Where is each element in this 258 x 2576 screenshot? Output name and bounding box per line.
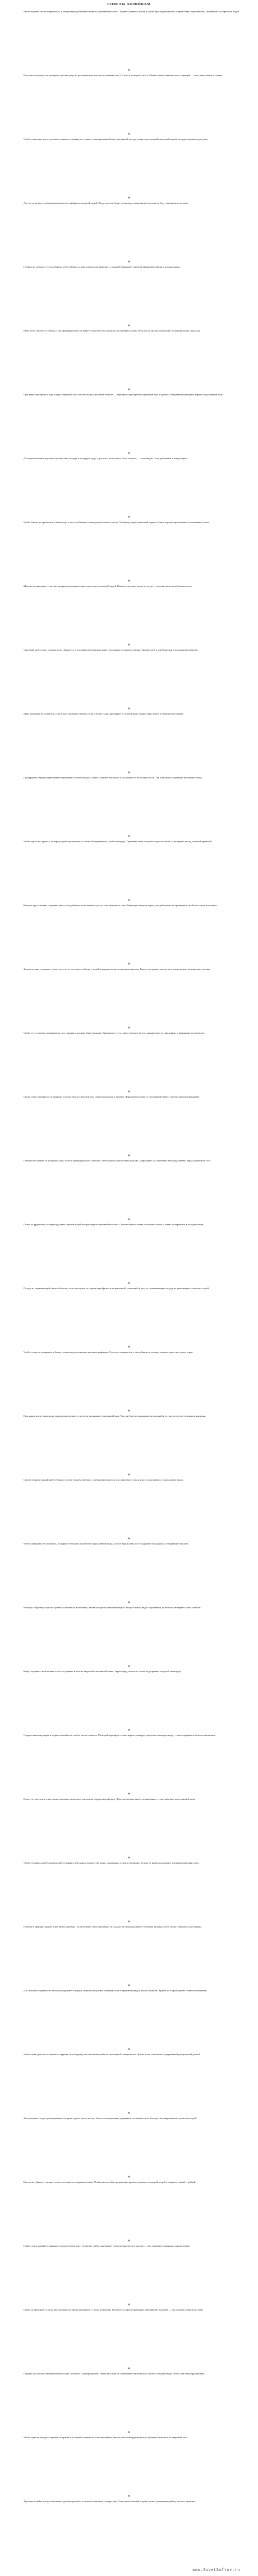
tip-paragraph: Чтобы отварная рыба была вкусной, ее варят в небольшом количестве воды с кореньями, луком и специями. Бульон от рыбы используют для приготовления соуса. — [24, 1861, 199, 1864]
tip-paragraph: Если суп пересолен, в кастрюлю опускают мешочек с рисом или сырую картофелину. Через несколько минут их вынимают — они впитают часть лишней соли. — [24, 1798, 196, 1800]
asterisk-icon — [127, 324, 131, 327]
tip-paragraph: Орехи легко очищаются от кожицы, если их обдать кипятком или слегка прокалить в духовке. Ядра орехов хранят в стеклянной банке с плотно закрытой крышкой. — [24, 1095, 200, 1098]
tip-paragraph: Для приготовления вкусного бульона мясо кладут в холодную воду, а для того, чтобы мясо было сочным, — в кипящую. Соль добавляют в конце варки. — [24, 457, 187, 460]
separator — [18, 194, 240, 202]
tip-paragraph: Зелень дольше сохраняет свежесть, если ее поставить в банку с водой и накрыть полиэтиленовым пакетом. Укроп и петрушку можно заготовить впрок, засушив или засолив. — [24, 968, 211, 970]
separator — [18, 2173, 240, 2181]
asterisk-icon — [127, 2367, 131, 2370]
tip-paragraph: Чтобы тесто хорошо поднималось, все продукты должны быть теплыми. Дрожжевое тесто ставят в теплое место, защищенное от сквозняков, и накрывают полотенцем. — [24, 1032, 205, 1034]
asterisk-icon — [127, 196, 131, 199]
tip-paragraph: Хорошая хозяйка всегда записывает удачные рецепты и делится советами с подругами. Опыт, накопленный годами, делает домашнюю работу легче и приятнее. — [24, 2500, 196, 2503]
separator — [18, 2045, 240, 2053]
tip-paragraph: Горчица не засыхает, если добавить в нее немного сахара или молока. Баночку с горчицей закрывают плотной крышкой и хранят в холодильнике. — [24, 265, 181, 268]
separator — [18, 1088, 240, 1095]
tip-paragraph: Чтобы ножи дольше оставались острыми, ими не режут на металлической или стеклянной поверхности. Лучше всего пользоваться деревянной разделочной доской. — [24, 2053, 201, 2056]
separator — [18, 1151, 240, 1159]
tip-paragraph: Огурцы для засолки выбирают небольшие, плотные, с пупырышками. Перед засолкой их замачивают на несколько часов в холодной воде, чтобы они были хрустящими. — [24, 2372, 205, 2375]
asterisk-icon — [127, 834, 131, 838]
separator — [18, 1662, 240, 1670]
asterisk-icon — [127, 1026, 131, 1029]
tip-paragraph: Чтобы макароны не слипались, их варят в большом количестве подсоленной воды, а после варки сразу же откидывают на дуршлаг и заправляют маслом. — [24, 1542, 189, 1545]
separator — [18, 2364, 240, 2372]
asterisk-icon — [127, 1281, 131, 1285]
asterisk-icon — [127, 1664, 131, 1668]
asterisk-icon — [127, 1345, 131, 1348]
separator — [18, 1790, 240, 1798]
tip-paragraph: Чтобы варенье не засахаривалось, в конце варки добавляют немного лимонной кислоты. Хранить варенье лучше в сухом прохладном месте, закрыв банки пергаментом, смоченным в спирте или водке. — [24, 10, 240, 13]
asterisk-icon — [127, 1920, 131, 1923]
separator — [18, 1726, 240, 1734]
asterisk-icon — [127, 1409, 131, 1412]
asterisk-icon — [127, 2494, 131, 2498]
asterisk-icon — [127, 2111, 131, 2115]
page-title: СОВЕТЫ ХОЗЯЙКАМ — [107, 2, 151, 6]
separator — [18, 2237, 240, 2244]
tip-paragraph: При варке картофеля в воду кладут лавровый лист или несколько зубчиков чеснока — картофель приобретает приятный вкус и аромат. Очищенный картофель варят в подсоленной воде. — [24, 393, 224, 396]
asterisk-icon — [127, 1856, 131, 1859]
tip-paragraph: Старую картошку варят в подкисленной воде, чтобы она не темнела. Молодой картофель лучше варить в кожуре, опустив в кипящую воду, — так сохраняется больше витаминов. — [24, 1734, 216, 1737]
tip-paragraph: Если мясо жесткое, его натирают смесью уксуса с растительным маслом и оставляют на 2–3 часа в холодном месте. Можно также обмазать мясо горчицей — оно станет мягче и сочнее. — [24, 74, 223, 77]
tip-paragraph: Клюкву и бруснику хорошо хранить в бочонках или банках, залив холодной кипяченой водой. Ягоды в таком виде сохраняются до весны и не теряют своих свойств. — [24, 1606, 201, 1609]
separator — [18, 321, 240, 329]
tip-paragraph: Кофе сохраняет свой аромат, если его хранить в плотно закрытой стеклянной банке. Зерна перед помолом слегка подогревают на сухой сковороде. — [24, 1670, 182, 1673]
separator — [18, 768, 240, 776]
asterisk-icon — [127, 1600, 131, 1604]
separator — [18, 1215, 240, 1223]
separator — [18, 2109, 240, 2117]
separator — [18, 513, 240, 521]
asterisk-icon — [127, 1217, 131, 1221]
separator — [18, 385, 240, 393]
asterisk-icon — [127, 1728, 131, 1732]
separator — [18, 641, 240, 648]
asterisk-icon — [127, 2047, 131, 2051]
separator — [18, 1598, 240, 1606]
asterisk-icon — [127, 1792, 131, 1795]
site-watermark[interactable]: www.SovetSoftov.ru — [192, 2568, 240, 2573]
asterisk-icon — [127, 2430, 131, 2434]
asterisk-icon — [127, 388, 131, 391]
separator — [18, 449, 240, 457]
separator — [18, 2300, 240, 2308]
separator — [18, 1534, 240, 1542]
separator — [18, 704, 240, 712]
separator — [18, 1407, 240, 1415]
separator — [18, 832, 240, 840]
tip-paragraph: Сухофрукты перед употреблением промывают в теплой воде, а затем заливают кипятком и оставляют на несколько часов. Так они лучше сохраняют витамины и вкус. — [24, 776, 203, 779]
tips-list — [18, 10, 240, 2556]
separator — [18, 1471, 240, 1478]
separator — [18, 896, 240, 904]
asterisk-icon — [127, 1154, 131, 1157]
separator — [18, 1279, 240, 1287]
tip-paragraph: Рыбу легче чистить от чешуи, если предварительно на минуту опустить ее в кипяток или натереть солью. Руки после чистки рыбы моют холодной водой с уксусом. — [24, 329, 201, 332]
asterisk-icon — [127, 898, 131, 902]
tip-paragraph: Чтобы мука не заводила жучков, ее хранят в холщовых мешочках или стеклянных банках, положив туда несколько зубчиков чеснока или лавровый лист. — [24, 2436, 188, 2439]
asterisk-icon — [127, 1984, 131, 1987]
tip-paragraph: Чтобы крупа не горчила, ее перед варкой промывают и слегка обжаривают на сухой сковороде. Гречневая каша получается рассыпчатой, если варить ее под плотной крышкой. — [24, 840, 213, 843]
asterisk-icon — [127, 1090, 131, 1093]
asterisk-icon — [127, 132, 131, 136]
tip-paragraph: Чтобы блины не прилипали к сковороде, в тесто добавляют ложку растительного масла. Сковороду перед выпечкой первого блина хорошо прокаливают и смазывают салом. — [24, 521, 210, 524]
tip-paragraph: Грибы перед жаркой отваривают в подсоленной воде. Сушеные грибы замачивают на несколько часов в молоке — они становятся мягкими и ароматными. — [24, 2244, 190, 2247]
tip-paragraph: Чтобы сахар не отсыревал, в банку с ним кладут несколько кусочков рафинада. Соль не слеживается, если добавить в солонку немного риса или сухих зерен. — [24, 1351, 194, 1354]
tip-paragraph: Пирог не пригорит, если на дно духовки поставить противень с солью или водой. Готовность пирога проверяют деревянной палочкой — она должна оставаться сухой. — [24, 2308, 204, 2311]
asterisk-icon — [127, 2303, 131, 2306]
asterisk-icon — [127, 1537, 131, 1540]
separator — [18, 960, 240, 968]
tip-paragraph: Свекла сохранит яркий цвет в борще, если ее тушить отдельно с добавлением уксуса или лимонного сока и класть в кастрюлю в самом конце варки. — [24, 1478, 184, 1481]
separator — [18, 2428, 240, 2436]
asterisk-icon — [127, 707, 131, 710]
asterisk-icon — [127, 68, 131, 72]
separator — [18, 577, 240, 585]
separator — [18, 1854, 240, 1861]
separator — [18, 2492, 240, 2500]
asterisk-icon — [127, 643, 131, 646]
asterisk-icon — [127, 771, 131, 774]
separator — [18, 1343, 240, 1351]
asterisk-icon — [127, 579, 131, 582]
tip-paragraph: Капуста при тушении сохраняет цвет, если добавить в нее немного уксуса или лимонного сока. Квашеную капусту перед употреблением не промывают, чтобы не терять витамины. — [24, 904, 218, 907]
asterisk-icon — [127, 962, 131, 965]
separator — [18, 1024, 240, 1032]
asterisk-icon — [127, 1473, 131, 1476]
separator — [18, 66, 240, 74]
separator — [18, 1981, 240, 1989]
asterisk-icon — [127, 451, 131, 455]
tip-paragraph: Лук легче резать, если нож периодически смачивать холодной водой. Тогда глаза не будут слезиться, а нарезанные кусочки не будут прилипать к лезвию. — [24, 202, 189, 204]
asterisk-icon — [127, 260, 131, 263]
separator — [18, 1917, 240, 1925]
tip-paragraph: Пятна от фруктов на скатерти удаляют горячей водой или раствором лимонной кислоты. Свежие пятна от вина посыпают солью, а затем застирывают в холодной воде. — [24, 1223, 204, 1226]
separator — [18, 130, 240, 138]
tip-paragraph: Сметана не свернется в горячем супе, если ее предварительно смешать с небольшим количеством бульона. Заправляют суп сметаной непосредственно перед подачей на стол. — [24, 1159, 211, 1162]
tip-paragraph: Для лучшей сохранности яблоки укладывают в ящики, пересыпая сухими опилками или оборачивая каждое яблоко бумагой. Хранят их в прохладном темном помещении. — [24, 1989, 208, 1992]
tip-paragraph: Чтобы сливочное масло дольше оставалось свежим, его хранят в эмалированной или стеклянной посуде, залив подсоленной кипяченой водой, которую меняют через день. — [24, 138, 209, 141]
tip-paragraph: Кисель не образует пленки, если его посыпать сахарным песком. Чтобы кисель был прозрачным, крахмал разводят холодной водой и вливают тонкой струйкой. — [24, 2181, 196, 2183]
tip-paragraph: Посуда из нержавеющей стали заблестит, если протереть ее сырым картофелем или тряпочкой, смоченной в уксусе. Алюминиевую посуду не рекомендуется чистить содой. — [24, 1287, 210, 1290]
tip-paragraph: При жарке котлет сковороду хорошо разогревают, а котлеты укладывают в кипящий жир. Так они быстро покрываются корочкой и остаются внутри сочными и мягкими. — [24, 1415, 206, 1417]
asterisk-icon — [127, 2175, 131, 2178]
asterisk-icon — [127, 515, 131, 519]
tip-paragraph: Печенье и пряники хранят в жестяных коробках. Если печенье стало черствым, его кладут на несколько минут в теплую духовку, и оно снова становится хрустящим. — [24, 1925, 202, 1928]
asterisk-icon — [127, 2239, 131, 2242]
tip-paragraph: Яйца при варке не лопаются, если в воду добавить немного соли. Свежесть яиц проверяют в соленой воде: свежее яйцо тонет, а несвежее всплывает. — [24, 712, 184, 715]
tip-paragraph: Холодильник следует размораживать не реже одного раза в месяц. Запах в холодильнике устраняют, поставив в него блюдце с активированным углем или содой. — [24, 2117, 197, 2120]
separator — [18, 258, 240, 265]
tip-paragraph: Черствый хлеб станет свежим, если сбрызнуть его водой и на несколько минут поставить в горячую духовку. Хранят хлеб в хлебнице или в полотняном мешочке. — [24, 648, 199, 651]
tip-paragraph: Молоко не пригорает, если дно кастрюли предварительно сполоснуть холодной водой. Кипятить молоко лучше в посуде с толстым дном на небольшом огне. — [24, 585, 193, 587]
